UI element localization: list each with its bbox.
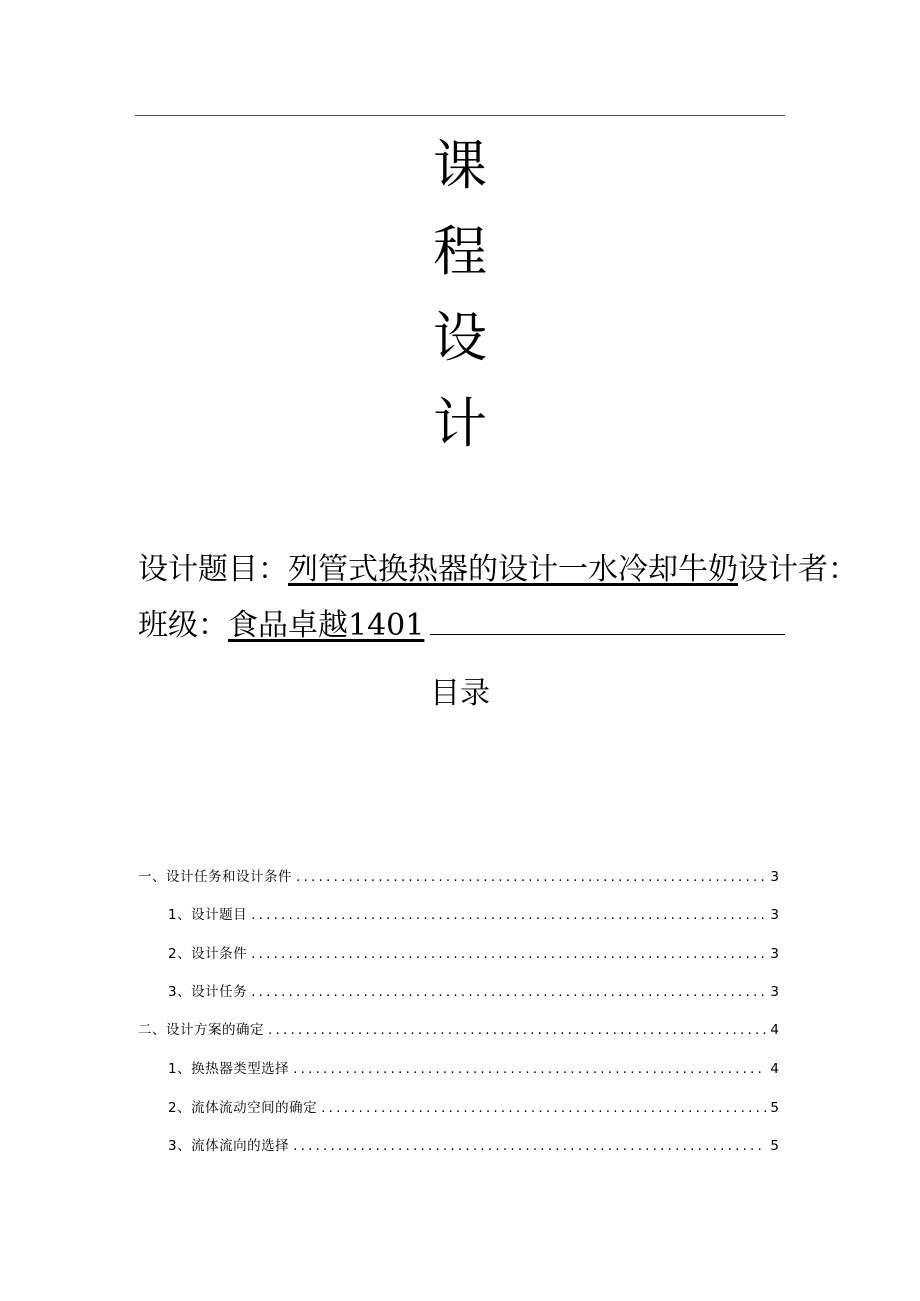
toc-entry-label: 3、流体流向的选择 bbox=[168, 1138, 290, 1154]
toc-entry-page: 4 bbox=[770, 1022, 779, 1038]
title-char-2: 程 bbox=[433, 220, 487, 283]
toc-entry-page: 5 bbox=[770, 1100, 779, 1116]
topic-label: 设计题目： bbox=[138, 552, 288, 587]
toc-entry-page: 3 bbox=[770, 869, 779, 885]
toc-leader-dots bbox=[268, 1021, 766, 1039]
toc-leader-dots bbox=[293, 1137, 766, 1155]
toc-entry[interactable] bbox=[168, 983, 779, 1001]
toc-entry-page: 4 bbox=[770, 1061, 779, 1077]
header-rule bbox=[135, 115, 785, 116]
toc-entry-page: 5 bbox=[770, 1138, 779, 1154]
toc-heading: 目录 bbox=[430, 676, 490, 711]
class-label: 班级： bbox=[138, 608, 228, 643]
toc-entry-label: 2、流体流动空间的确定 bbox=[168, 1100, 318, 1116]
topic-value: 列管式换热器的设计一水冷却牛奶 bbox=[288, 552, 738, 587]
toc-entry-label: 2、设计条件 bbox=[168, 946, 248, 962]
toc-entry[interactable] bbox=[138, 868, 779, 886]
toc-entry-page: 3 bbox=[770, 907, 779, 923]
toc-entry[interactable] bbox=[168, 1060, 779, 1078]
class-value-text: 食品卓越 bbox=[228, 608, 348, 643]
toc-entry-page: 3 bbox=[770, 984, 779, 1000]
toc-entry[interactable] bbox=[138, 1021, 779, 1039]
toc-leader-dots bbox=[251, 906, 766, 924]
toc-entry-label: 1、设计题目 bbox=[168, 907, 248, 923]
toc-entry-label: 二、设计方案的确定 bbox=[138, 1022, 264, 1038]
title-char-4: 计 bbox=[433, 392, 487, 455]
design-topic-line bbox=[138, 552, 858, 588]
toc-entry[interactable] bbox=[168, 906, 779, 924]
toc-leader-dots bbox=[293, 1060, 766, 1078]
designer-label: 设计者： bbox=[738, 552, 858, 587]
toc-entry-label: 3、设计任务 bbox=[168, 984, 248, 1000]
toc-leader-dots bbox=[321, 1099, 766, 1117]
title-char-3: 设 bbox=[433, 306, 487, 369]
toc-entry[interactable] bbox=[168, 1137, 779, 1155]
blank-underline bbox=[430, 608, 785, 635]
class-line bbox=[138, 608, 785, 644]
toc-leader-dots bbox=[251, 983, 766, 1001]
toc-entry-label: 一、设计任务和设计条件 bbox=[138, 869, 292, 885]
toc-leader-dots bbox=[296, 868, 766, 886]
toc-entry-label: 1、换热器类型选择 bbox=[168, 1061, 290, 1077]
title-char-1: 课 bbox=[433, 134, 487, 197]
toc-leader-dots bbox=[251, 945, 766, 963]
toc-entry-page: 3 bbox=[770, 946, 779, 962]
class-value bbox=[228, 608, 424, 643]
class-value-number: 1401 bbox=[348, 608, 425, 643]
toc-entry[interactable] bbox=[168, 1099, 779, 1117]
toc-entry[interactable] bbox=[168, 945, 779, 963]
